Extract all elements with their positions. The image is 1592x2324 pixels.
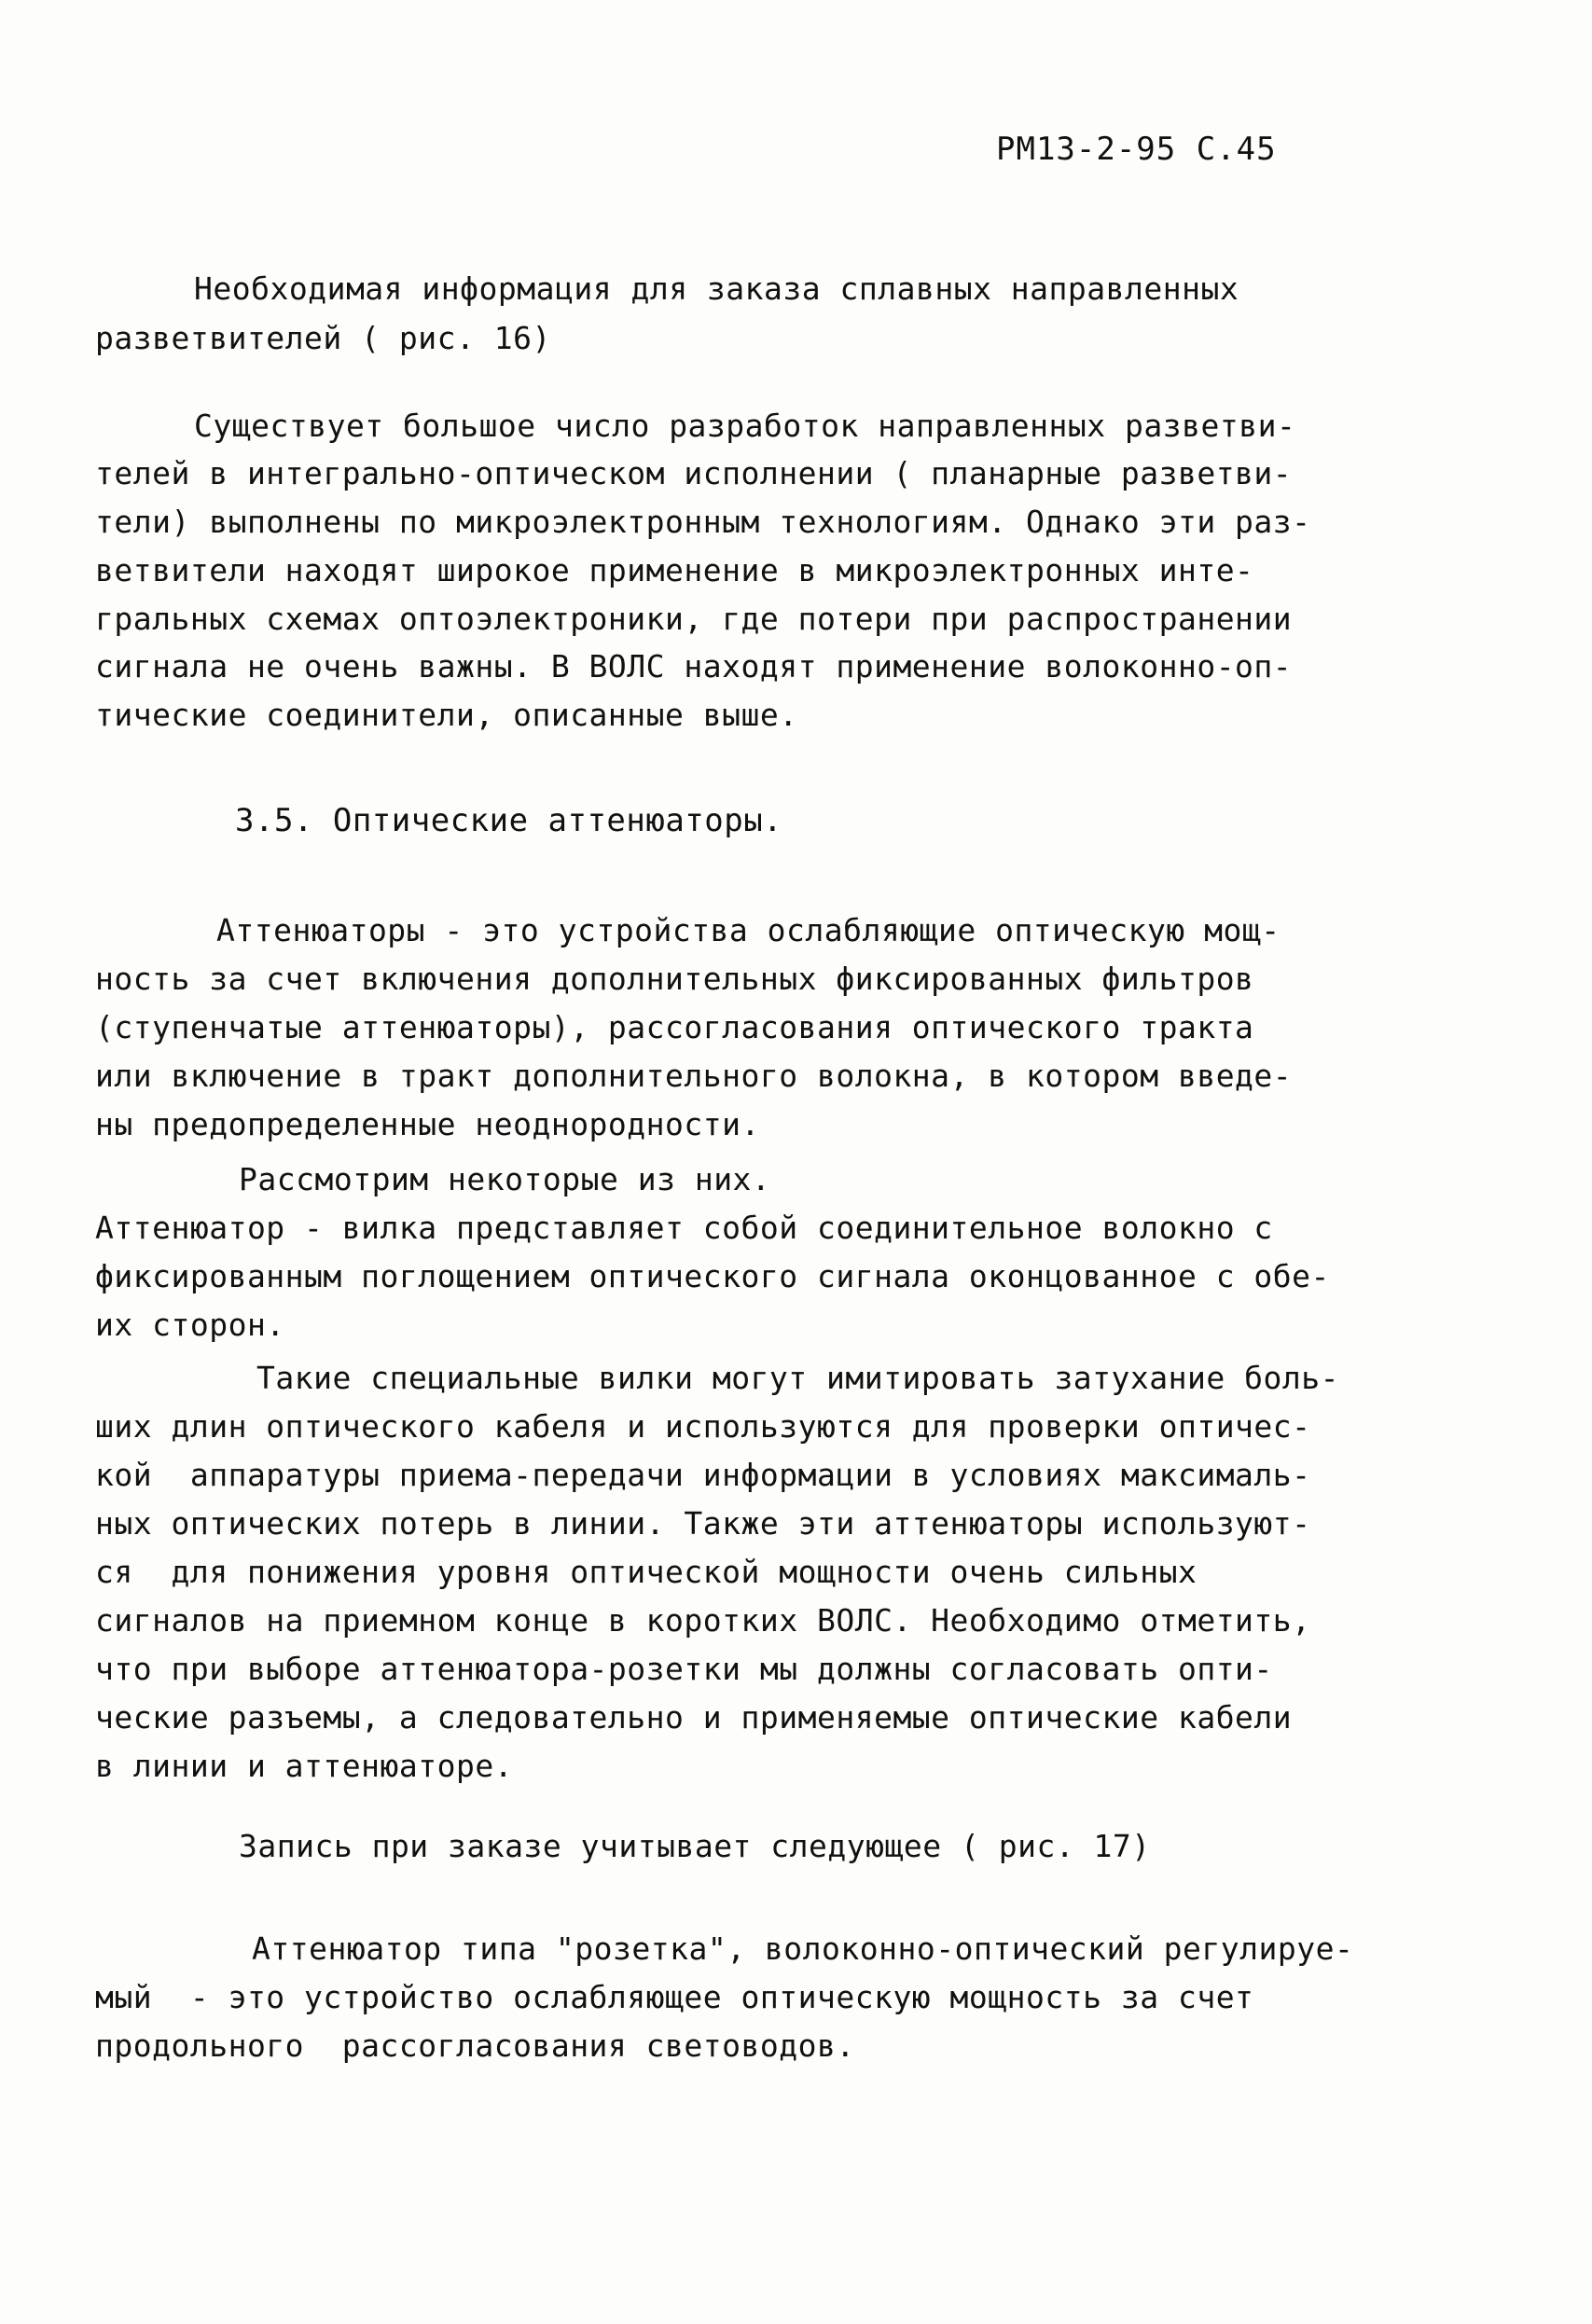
text-line: ветвители находят широкое применение в микроэлектронных инте-: [95, 552, 1254, 588]
text-line: Аттенюатор - вилка представляет собой соединительное волокно с: [95, 1210, 1273, 1246]
text-line: их сторон.: [95, 1307, 285, 1343]
text-line: ность за счет включения дополнительных фиксированных фильтров: [95, 961, 1254, 997]
page-header-reference: РМ13-2-95 С.45: [996, 131, 1277, 168]
text-line: гральных схемах оптоэлектроники, где потери при распространении: [95, 601, 1293, 637]
text-line: (ступенчатые аттенюаторы), рассогласования оптического тракта: [95, 1009, 1254, 1045]
text-line: кой аппаратуры приема-передачи информации в условиях максималь-: [95, 1457, 1311, 1493]
text-line: разветвителей ( рис. 16): [95, 320, 551, 356]
text-line: сигнала не очень важны. В ВОЛС находят применение волоконно-оп-: [95, 648, 1293, 685]
text-line: тели) выполнены по микроэлектронным технологиям. Однако эти раз-: [95, 504, 1311, 540]
text-line: фиксированным поглощением оптического сигнала оконцованное с обе-: [95, 1258, 1330, 1294]
text-line: тические соединители, описанные выше.: [95, 697, 798, 733]
text-line: в линии и аттенюаторе.: [95, 1748, 514, 1784]
text-line: Аттенюаторы - это устройства ослабляющие оптическую мощ-: [216, 912, 1281, 948]
text-line: Необходимая информация для заказа сплавных направленных: [194, 270, 1239, 307]
text-line: Аттенюатор типа "розетка", волоконно-оптический регулируе-: [252, 1930, 1354, 1967]
text-line: ших длин оптического кабеля и используются для проверки оптичес-: [95, 1408, 1311, 1445]
text-line: Такие специальные вилки могут имитировать затухание боль-: [256, 1360, 1339, 1396]
text-line: что при выборе аттенюатора-розетки мы должны согласовать опти-: [95, 1651, 1273, 1687]
text-line: продольного рассогласования световодов.: [95, 2027, 855, 2064]
text-line: мый - это устройство ослабляющее оптическую мощность за счет: [95, 1979, 1254, 2015]
text-line: Рассмотрим некоторые из них.: [239, 1161, 771, 1197]
text-line: сигналов на приемном конце в коротких ВОЛС. Необходимо отметить,: [95, 1602, 1311, 1639]
text-line: Существует большое число разработок направленных разветви-: [194, 408, 1296, 444]
text-line: или включение в тракт дополнительного волокна, в котором введе-: [95, 1058, 1293, 1094]
text-line: ны предопределенные неоднородности.: [95, 1106, 760, 1142]
text-line: ческие разъемы, а следовательно и применяемые оптические кабели: [95, 1699, 1293, 1736]
text-line: ся для понижения уровня оптической мощности очень сильных: [95, 1554, 1197, 1590]
text-line: Запись при заказе учитывает следующее ( рис. 17): [239, 1828, 1151, 1864]
section-heading: 3.5. Оптические аттенюаторы.: [235, 802, 783, 839]
text-line: телей в интегрально-оптическом исполнении ( планарные разветви-: [95, 455, 1293, 491]
text-line: ных оптических потерь в линии. Также эти аттенюаторы используют-: [95, 1505, 1311, 1542]
